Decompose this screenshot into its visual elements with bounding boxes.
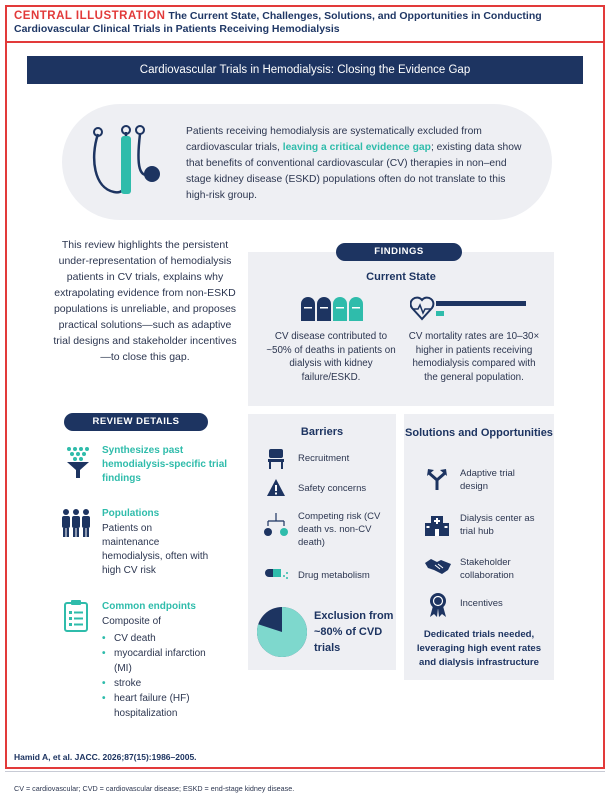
- header-divider: [5, 41, 605, 43]
- clipboard-icon: [64, 600, 88, 632]
- summary-text: [186, 124, 531, 204]
- chair-icon: [266, 448, 286, 470]
- populations-text: Patients on maintenance hemodialysis, often with high CV risk: [102, 523, 209, 576]
- banner: Cardiovascular Trials in Hemodialysis: Closing the Evidence Gap: [27, 56, 583, 84]
- findings-deaths-text: CV disease contributed to ~50% of deaths in patients on dialysis with kidney failure/ESKD.: [266, 331, 396, 383]
- solution-stakeholder: Stakeholder collaboration: [460, 557, 514, 581]
- endpoint-item: • stroke: [102, 676, 222, 691]
- stethoscope-icon: [84, 118, 174, 210]
- populations-title: Populations: [102, 508, 160, 519]
- central-illustration-label: CENTRAL ILLUSTRATION: [14, 10, 166, 22]
- summary-highlight: leaving a critical evidence gap: [282, 142, 431, 153]
- summary-post: ; existing data show that benefits of conventional cardiovascular (CV) therapies in non–end stage kidney disease (ESKD) populations often do not translate to this high-risk group.: [186, 142, 522, 201]
- barrier-drug-metabolism: Drug metabolism: [298, 570, 370, 581]
- barrier-competing-risk: Competing risk (CV death vs. non-CV death): [298, 511, 381, 548]
- endpoint-item: • CV death: [102, 631, 222, 646]
- solutions-conclusion: Dedicated trials needed, leveraging high event rates and dialysis infrastructure: [416, 629, 542, 668]
- competing-risk-icon: [264, 512, 288, 540]
- endpoints-title: Common endpoints: [102, 601, 196, 612]
- handshake-icon: [424, 556, 452, 576]
- review-details-label: REVIEW DETAILS: [64, 413, 208, 431]
- award-ribbon-icon: [428, 592, 448, 618]
- exclusion-text: Exclusion from ~80% of CVD trials: [314, 610, 394, 654]
- solution-dialysis-hub: Dialysis center as trial hub: [460, 513, 535, 537]
- solution-incentives: Incentives: [460, 598, 503, 609]
- footnote-divider: [5, 771, 605, 772]
- citation: Hamid A, et al. JACC. 2026;87(15):1986–2005.: [14, 752, 197, 762]
- endpoints-intro: Composite of: [102, 616, 161, 627]
- solution-adaptive: Adaptive trial design: [460, 468, 515, 492]
- findings-label: FINDINGS: [336, 243, 462, 261]
- solutions-title: Solutions and Opportunities: [405, 427, 553, 439]
- barrier-recruitment: Recruitment: [298, 453, 350, 464]
- barrier-safety: Safety concerns: [298, 483, 367, 494]
- exclusion-pie-chart: [256, 606, 308, 658]
- funnel-icon: [64, 445, 90, 479]
- dialysis-center-icon: [424, 514, 450, 536]
- endpoints-list: [102, 631, 222, 721]
- endpoint-item: • heart failure (HF) hospitalization: [102, 691, 222, 721]
- heart-rate-icon: [410, 295, 528, 321]
- intro-text: This review highlights the persistent under-representation of hemodialysis patients in CV trials, explains why extrapolating evidence from non-ESKD populations is unreliable, and proposes practical solutions—such as adaptive trial designs and stakeholder incentives—to close this gap.: [53, 239, 237, 363]
- adaptive-design-icon: [426, 468, 448, 492]
- barriers-title: Barriers: [300, 426, 344, 438]
- warning-icon: [266, 478, 286, 498]
- population-icon: [60, 508, 92, 538]
- review-synthesis: Synthesizes past hemodialysis-specific trial findings: [102, 445, 228, 484]
- current-state-title: Current State: [366, 271, 436, 283]
- pill-icon: [264, 566, 290, 582]
- summary-pre: Patients receiving hemodialysis are systematically excluded from cardiovascular trials,: [186, 126, 482, 153]
- illustration-title: The Current State, Challenges, Solutions, and Opportunities in Conducting Cardiovascular Clinical Trials in Patients Receiving Hemodialysis: [14, 10, 542, 35]
- footnote: CV = cardiovascular; CVD = cardiovascular disease; ESKD = end-stage kidney disease.: [14, 784, 295, 793]
- endpoint-item: • myocardial infarction (MI): [102, 646, 222, 676]
- gravestones-icon: [300, 296, 364, 322]
- header-title: [14, 10, 594, 36]
- findings-mortality-text: CV mortality rates are 10–30× higher in patients receiving hemodialysis compared with the general population.: [408, 331, 540, 383]
